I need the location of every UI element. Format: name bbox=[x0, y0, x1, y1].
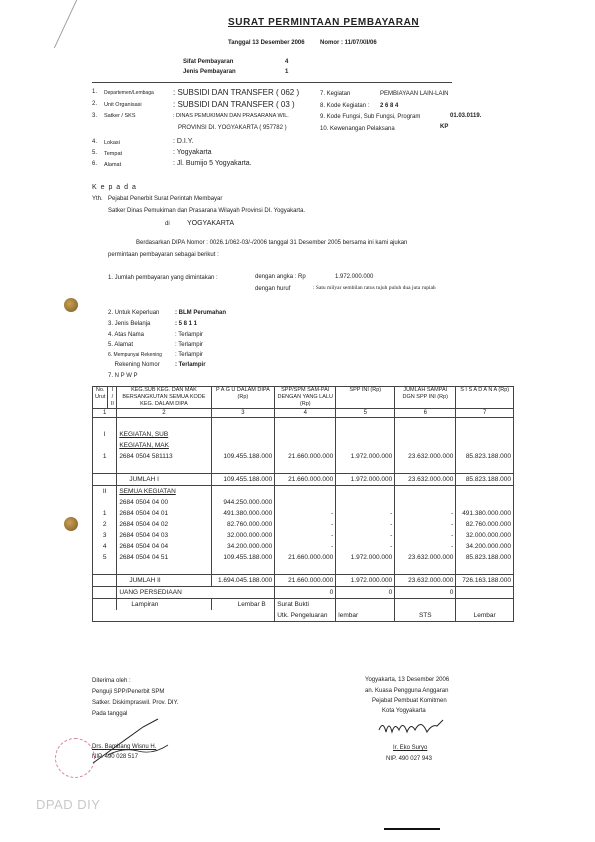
kepada-heading: K e p a d a bbox=[92, 184, 137, 191]
cell: - bbox=[275, 541, 336, 552]
cell: 2684 0504 04 01 bbox=[117, 508, 211, 519]
info-3-no: 3. bbox=[92, 113, 98, 119]
cell: 109.455.188.000 bbox=[211, 552, 275, 563]
sign-right-line-1: Yogyakarta, 13 Desember 2006 bbox=[365, 677, 450, 683]
angka-value: 1.972.000.000 bbox=[335, 274, 374, 280]
kegiatan-label: 7. Kegiatan bbox=[320, 91, 351, 97]
sign-right-line-2: an. Kuasa Pengguna Anggaran bbox=[365, 688, 449, 694]
col-header-spp-ini: SPP INI (Rp) bbox=[336, 387, 395, 409]
table-row bbox=[93, 563, 514, 575]
cell: 2684 0504 04 03 bbox=[117, 530, 211, 541]
info-5-value: : Yogyakarta bbox=[173, 149, 212, 156]
sign-left-nip: NIP. 490 028 517 bbox=[92, 754, 138, 760]
cell: - bbox=[275, 508, 336, 519]
kewenangan-label: 10. Kewenangan Pelaksana bbox=[320, 126, 395, 132]
payment-table bbox=[92, 386, 514, 622]
huruf-label: dengan huruf bbox=[255, 286, 291, 292]
section-1-title-2: KEGIATAN, MAK bbox=[117, 440, 211, 451]
cell: 2684 0504 04 00 bbox=[117, 497, 211, 508]
info-4-value: : D.I.Y. bbox=[173, 138, 194, 145]
kode-kegiatan-label: 8. Kode Kegiatan : bbox=[320, 103, 370, 109]
sign-left-line-2: Penguji SPP/Penerbit SPM bbox=[92, 689, 165, 695]
info-6-no: 6. bbox=[92, 161, 98, 167]
cell: - bbox=[395, 519, 456, 530]
detail-6-value: : Terlampir bbox=[175, 352, 203, 358]
info-3b-value: PROVINSI DI. YOGYAKARTA ( 957782 ) bbox=[178, 125, 287, 131]
section-2-title: SEMUA KEGIATAN bbox=[117, 486, 211, 498]
sign-left-line-3: Satker. Diskimpraswil. Prov. DIY. bbox=[92, 700, 179, 706]
jenis-value: 1 bbox=[285, 69, 289, 75]
cell: 21.660.000.000 bbox=[275, 575, 336, 587]
cell: - bbox=[395, 541, 456, 552]
detail-7-label: 7. N P W P bbox=[108, 373, 138, 379]
table-row bbox=[93, 552, 514, 563]
col-header-keg: KEG.SUB KEG. DAN MAK BERSANGKUTAN SEMUA KODE KEG. DALAM DIPA bbox=[117, 387, 211, 409]
cell: 2684 0504 581113 bbox=[117, 451, 211, 462]
index-7: 7 bbox=[456, 409, 514, 418]
table-index-row bbox=[93, 409, 514, 418]
document-title: SURAT PERMINTAAN PEMBAYARAN bbox=[228, 17, 420, 28]
cell: 85.823.188.000 bbox=[456, 451, 514, 462]
sign-right-nip: NIP. 490 027 943 bbox=[386, 756, 432, 762]
cell: 1.972.000.000 bbox=[336, 552, 395, 563]
col-header-pagu: P A G U DALAM DIPA (Rp) bbox=[211, 387, 275, 409]
cell: 34.200.000.000 bbox=[211, 541, 275, 552]
cell: - bbox=[275, 530, 336, 541]
cell: 23.632.000.000 bbox=[395, 552, 456, 563]
cell: 1 bbox=[93, 451, 117, 462]
cell: 0 bbox=[395, 587, 456, 599]
uang-persediaan-row bbox=[93, 587, 514, 599]
cell bbox=[395, 497, 456, 508]
yth-label: Yth. bbox=[92, 196, 103, 202]
jumlah-label: 1. Jumlah pembayaran yang dimintakan : bbox=[108, 275, 218, 281]
cell: Surat Bukti bbox=[275, 599, 336, 611]
detail-rek-label: Rekening Nomor bbox=[108, 362, 160, 368]
index-5: 5 bbox=[336, 409, 395, 418]
cell: JUMLAH II bbox=[117, 575, 211, 587]
header-rule bbox=[92, 82, 452, 83]
cell: 491.380.000.000 bbox=[456, 508, 514, 519]
cell: 109.455.188.000 bbox=[211, 451, 275, 462]
sifat-label: Sifat Pembayaran bbox=[183, 59, 234, 65]
info-1-no: 1. bbox=[92, 89, 98, 95]
cell: 1.972.000.000 bbox=[336, 474, 395, 486]
kewenangan-value: KP bbox=[440, 124, 449, 130]
section-1-no: I bbox=[93, 429, 117, 440]
cell: 21.660.000.000 bbox=[275, 474, 336, 486]
info-5-no: 5. bbox=[92, 150, 98, 156]
info-2-value: : SUBSIDI DAN TRANSFER ( 03 ) bbox=[173, 100, 295, 109]
table-row bbox=[93, 440, 514, 451]
sign-left-line-4: Pada tanggal bbox=[92, 711, 128, 717]
cell: 5 bbox=[93, 552, 117, 563]
body-para-2: permintaan pembayaran sebagai berikut : bbox=[108, 252, 219, 258]
body-para-1: Berdasarkan DIPA Nomor : 0026.1/062-03/-/2006 tanggal 31 Desember 2005 bersama ini kami ajukan bbox=[136, 240, 408, 246]
cell: - bbox=[395, 508, 456, 519]
detail-3-value: : 5 8 1 1 bbox=[175, 321, 198, 327]
cell: 1 bbox=[93, 508, 117, 519]
cell bbox=[93, 497, 117, 508]
cell: 0 bbox=[275, 587, 336, 599]
col-header-spp-lalu: SPP/SPM SAM-PAI DENGAN YANG LALU (Rp) bbox=[275, 387, 336, 409]
info-2-no: 2. bbox=[92, 101, 98, 107]
table-row bbox=[93, 497, 514, 508]
cell: 85.823.188.000 bbox=[456, 474, 514, 486]
huruf-value: : Satu milyar sembilan ratus tujuh puluh dua juta rupiah bbox=[313, 285, 436, 291]
info-6-label: Alamat bbox=[104, 162, 122, 168]
detail-2-label: 2. Untuk Keperluan bbox=[108, 310, 160, 316]
detail-5-value: : Terlampir bbox=[175, 342, 203, 348]
index-3: 3 bbox=[211, 409, 275, 418]
cell: 1.972.000.000 bbox=[336, 575, 395, 587]
table-row bbox=[93, 451, 514, 462]
sign-right-line-3: Pejabat Pembuat Komitmen bbox=[372, 698, 447, 704]
sign-left-line-1: Diterima oleh : bbox=[92, 678, 131, 684]
footer-rule bbox=[384, 828, 440, 830]
info-3-value: : DINAS PEMUKIMAN DAN PRASARANA WIL. bbox=[173, 113, 289, 119]
col-header-jumlah: JUMLAH SAMPAI DGN SPP INI (Rp) bbox=[395, 387, 456, 409]
col-header-roman: I / II bbox=[108, 387, 117, 409]
cell: 21.660.000.000 bbox=[275, 552, 336, 563]
cell: 1.694.045.188.000 bbox=[211, 575, 275, 587]
cell bbox=[336, 497, 395, 508]
cell: 23.632.000.000 bbox=[395, 575, 456, 587]
cell: 944.250.000.000 bbox=[211, 497, 275, 508]
cell: 2684 0504 04 02 bbox=[117, 519, 211, 530]
kegiatan-value: PEMBIAYAAN LAIN-LAIN bbox=[380, 91, 449, 97]
cell: 2684 0504 04 04 bbox=[117, 541, 211, 552]
cell: 23.632.000.000 bbox=[395, 474, 456, 486]
info-4-no: 4. bbox=[92, 139, 98, 145]
cell: - bbox=[336, 508, 395, 519]
cell: Lembar bbox=[456, 610, 514, 622]
index-6: 6 bbox=[395, 409, 456, 418]
nomor-line: Nomor : 11/07/XII/06 bbox=[320, 40, 377, 46]
detail-4-label: 4. Atas Nama bbox=[108, 332, 145, 338]
punch-hole-top bbox=[64, 298, 78, 312]
table-row bbox=[93, 530, 514, 541]
cell: lembar bbox=[336, 610, 395, 622]
angka-label: dengan angka : Rp bbox=[255, 274, 306, 280]
kepada-line-2: Satker Dinas Pemukiman dan Prasarana Wilayah Provinsi DI. Yogyakarta. bbox=[108, 208, 306, 214]
cell: STS bbox=[395, 610, 456, 622]
cell: 32.000.000.000 bbox=[456, 530, 514, 541]
index-1: 1 bbox=[93, 409, 117, 418]
cell: 109.455.188.000 bbox=[211, 474, 275, 486]
cell: 32.000.000.000 bbox=[211, 530, 275, 541]
table-row bbox=[93, 508, 514, 519]
sign-right-name: Ir. Eko Suryo bbox=[393, 745, 428, 751]
table-row bbox=[93, 519, 514, 530]
kepada-line-1: Pejabat Penerbit Surat Perintah Membayar bbox=[108, 196, 223, 202]
section-2-no: II bbox=[93, 486, 117, 498]
section-1-title-1: KEGIATAN, SUB bbox=[117, 429, 211, 440]
cell: 491.380.000.000 bbox=[211, 508, 275, 519]
cell: 0 bbox=[336, 587, 395, 599]
lampiran-row bbox=[93, 599, 514, 611]
info-4-label: Lokasi bbox=[104, 140, 120, 146]
table-row bbox=[93, 541, 514, 552]
index-2: 2 bbox=[117, 409, 211, 418]
table-header-row bbox=[93, 387, 514, 409]
sifat-value: 4 bbox=[285, 59, 289, 65]
cell: 2 bbox=[93, 519, 117, 530]
info-1-value: : SUBSIDI DAN TRANSFER ( 062 ) bbox=[173, 88, 300, 97]
cell: - bbox=[395, 530, 456, 541]
info-3-label: Satker / SKS bbox=[104, 113, 136, 119]
detail-4-value: : Terlampir bbox=[175, 332, 203, 338]
table-total-row bbox=[93, 575, 514, 587]
page-fold-edge bbox=[54, 0, 107, 48]
table-row bbox=[93, 462, 514, 474]
jenis-label: Jenis Pembayaran bbox=[183, 69, 236, 75]
detail-2-value: : BLM Perumahan bbox=[175, 310, 227, 316]
info-1-label: Departemen/Lembaga bbox=[104, 90, 154, 96]
watermark: DPAD DIY bbox=[36, 797, 101, 812]
kode-fungsi-value: 01.03.0119. bbox=[450, 113, 482, 119]
cell bbox=[275, 497, 336, 508]
cell: 34.200.000.000 bbox=[456, 541, 514, 552]
cell: 23.632.000.000 bbox=[395, 451, 456, 462]
table-row bbox=[93, 429, 514, 440]
table-row bbox=[93, 418, 514, 430]
lampiran-row-2 bbox=[93, 610, 514, 622]
sign-right-line-4: Kota Yogyakarta bbox=[382, 708, 426, 714]
cell: 726.163.188.000 bbox=[456, 575, 514, 587]
cell: 4 bbox=[93, 541, 117, 552]
cell: Lampiran bbox=[117, 599, 211, 611]
cell: 82.760.000.000 bbox=[211, 519, 275, 530]
info-5-label: Tempat bbox=[104, 151, 123, 157]
cell bbox=[456, 497, 514, 508]
cell: 82.760.000.000 bbox=[456, 519, 514, 530]
kepada-di: di bbox=[165, 221, 170, 227]
detail-rek-value: : Terlampir bbox=[175, 362, 206, 368]
cell: JUMLAH I bbox=[117, 474, 211, 486]
cell: - bbox=[336, 519, 395, 530]
cell: 2684 0504 04 51 bbox=[117, 552, 211, 563]
kepada-city: YOGYAKARTA bbox=[187, 220, 235, 227]
table-row bbox=[93, 486, 514, 498]
punch-hole-bottom bbox=[64, 517, 78, 531]
kode-kegiatan-value: 2 6 8 4 bbox=[380, 103, 399, 109]
cell: Utk. Pengeluaran bbox=[275, 610, 336, 622]
signature-right bbox=[377, 716, 447, 742]
cell: UANG PERSEDIAAN bbox=[117, 587, 275, 599]
detail-6-label: 6. Mempunyai Rekening bbox=[108, 352, 162, 358]
col-header-sisa: S I S A D A N A (Rp) bbox=[456, 387, 514, 409]
cell: - bbox=[275, 519, 336, 530]
info-2-label: Unit Organisasi bbox=[104, 102, 142, 108]
cell: 21.660.000.000 bbox=[275, 451, 336, 462]
cell: 85.823.188.000 bbox=[456, 552, 514, 563]
cell: - bbox=[336, 530, 395, 541]
col-header-no: No. Urut bbox=[93, 387, 108, 409]
table-total-row bbox=[93, 474, 514, 486]
detail-5-label: 5. Alamat bbox=[108, 342, 134, 348]
cell: 3 bbox=[93, 530, 117, 541]
kode-fungsi-label: 9. Kode Fungsi, Sub Fungsi, Program bbox=[320, 114, 421, 120]
cell: 1.972.000.000 bbox=[336, 451, 395, 462]
sign-left-name: Drs. Bambang Wisnu H. bbox=[92, 744, 157, 750]
detail-3-label: 3. Jenis Belanja bbox=[108, 321, 151, 327]
cell: Lembar B bbox=[211, 599, 275, 611]
info-6-value: : Jl. Bumijo 5 Yogyakarta. bbox=[173, 160, 252, 167]
date-line: Tanggal 13 Desember 2006 bbox=[228, 40, 305, 46]
cell: - bbox=[336, 541, 395, 552]
index-4: 4 bbox=[275, 409, 336, 418]
